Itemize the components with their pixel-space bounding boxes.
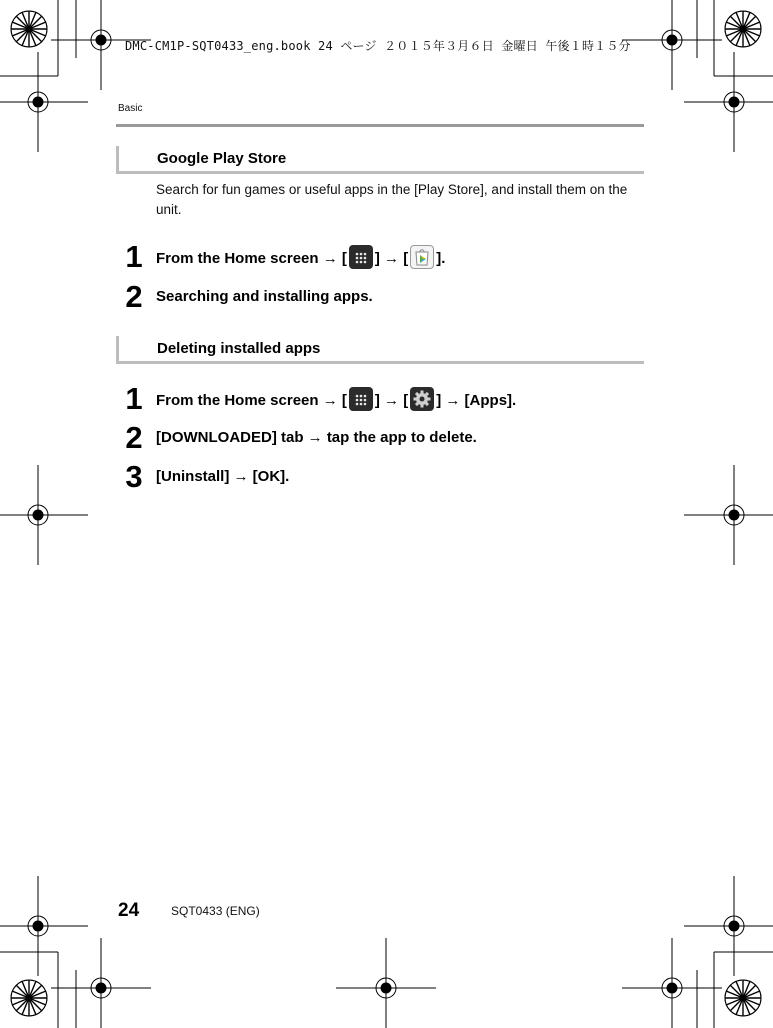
step-text-part: ]. — [436, 249, 446, 267]
intro-text: Search for fun games or useful apps in the [Play Store], and install them on the unit. — [156, 182, 628, 217]
heading-google-play-store — [116, 146, 644, 174]
heading-text: Google Play Store — [157, 150, 287, 167]
model-code: SQT0433 (ENG) — [171, 904, 260, 918]
settings-gear-icon — [410, 387, 434, 411]
step-number: 2 — [125, 279, 143, 314]
step-instruction: Searching and installing apps. — [156, 288, 373, 305]
step-text-part: From the Home screen → [ — [156, 249, 347, 267]
step-number: 2 — [125, 420, 143, 455]
apps-grid-icon — [349, 245, 373, 269]
step-text-part: ] → [ — [374, 391, 409, 409]
page-number: 24 — [118, 900, 140, 921]
apps-grid-icon — [349, 387, 373, 411]
play-store-icon — [410, 245, 434, 269]
step-number: 1 — [125, 381, 143, 416]
step-text-part: ] → [ — [374, 249, 409, 267]
print-header: DMC-CM1P-SQT0433_eng.book 24 ページ ２０１５年３月６日 金曜日 午後１時１５分 — [125, 39, 631, 53]
step-instruction — [156, 389, 516, 413]
heading-deleting-installed-apps — [116, 336, 644, 364]
heading-text: Deleting installed apps — [157, 340, 321, 357]
step-text-part: ] → [Apps]. — [436, 391, 517, 409]
section-label: Basic — [118, 103, 143, 114]
step-number: 3 — [125, 459, 143, 494]
step-instruction — [156, 247, 445, 271]
top-rule — [116, 124, 644, 127]
step-instruction: [Uninstall] → [OK]. — [156, 468, 290, 485]
step-text-part: From the Home screen → [ — [156, 391, 347, 409]
step-number: 1 — [125, 239, 143, 274]
step-instruction: [DOWNLOADED] tab → tap the app to delete. — [156, 429, 477, 446]
